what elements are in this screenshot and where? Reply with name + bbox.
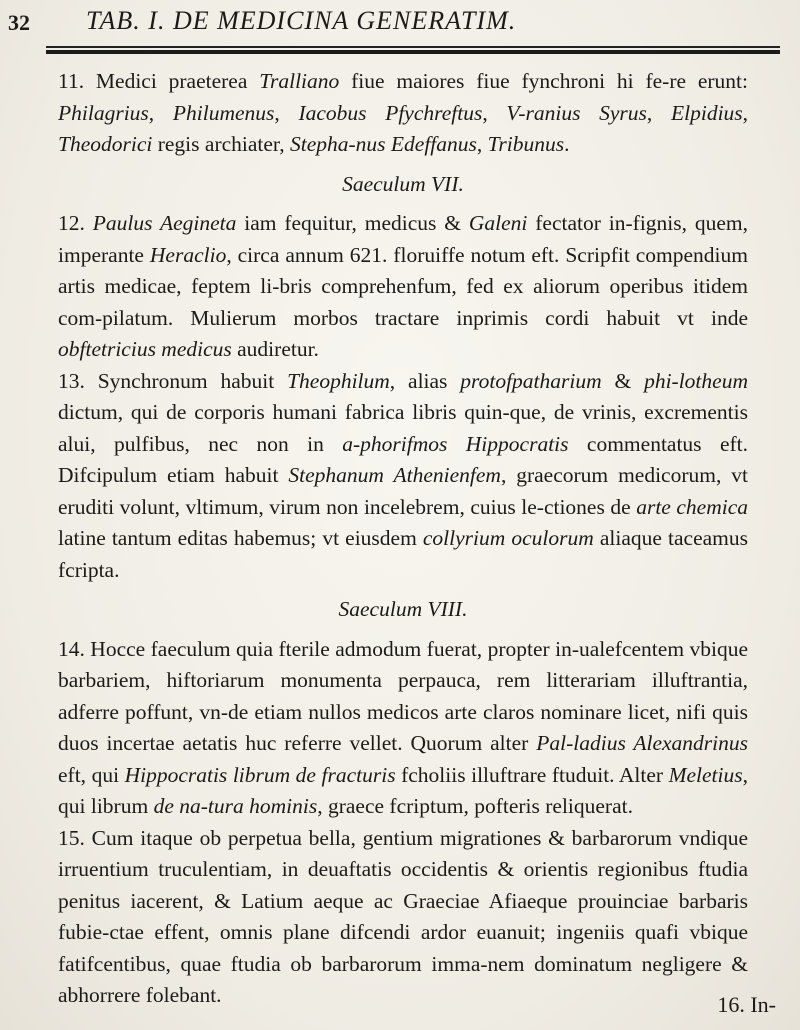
text-run: 12. [58, 211, 93, 235]
paragraph [58, 634, 748, 823]
catchword: 16. In- [717, 992, 776, 1017]
text-run: 14. Hocce faeculum quia fterile admodum fuerat, propter in-ualefcentem vbique barbariem, hiftoriarum monumenta perpauca, rem litterariam illuftrantia, adferre poffunt, vn-de etiam nullos medicos arte claros nominare licet, nifi quis duos incertae aetatis huc referre vellet. Quorum alter [58, 636, 748, 755]
text-run: regis archiater, [152, 132, 290, 156]
text-run: , [742, 100, 749, 125]
text-run: 11. Medici praeterea [58, 69, 260, 93]
italic-text: Galeni [468, 211, 528, 235]
text-run: fectator in-fignis, quem, imperante [58, 211, 749, 267]
text-run: , [476, 132, 488, 156]
text-run: & [601, 368, 645, 393]
text-run: 15. Cum itaque ob perpetua bella, gentium migrationes & barbarorum vndique irruentium truculentiam, in deuaftatis occidentis & orientis regionibus ftudia penitus iacerent, & Latium aeque ac Graeciae Afiaeque prouinciae barbaris fubie-ctae effent, omnis plane difcendi ardor euanuit; ingeniis quafi vbique fatifcentibus, quae ftudia ob barbarorum imma-nem dominatum negligere & abhorrere folebant. [58, 825, 748, 1007]
paragraph [58, 208, 748, 366]
text-run: , [274, 100, 299, 125]
italic-text: Philumenus [172, 100, 275, 125]
italic-text: Elpidius [670, 100, 743, 125]
italic-text: Paulus Aegineta [92, 211, 237, 235]
text-run: , [482, 100, 507, 125]
text-run: , alias [389, 368, 461, 393]
italic-text: Iacobus Pfychreftus [298, 100, 483, 125]
italic-text: phi-lotheum [644, 368, 748, 393]
paragraph [58, 823, 748, 1012]
italic-text: Pal-ladius Alexandrinus [536, 731, 748, 755]
section-title: Saeculum VII. [342, 171, 464, 196]
italic-text: Heraclio [149, 242, 227, 267]
text-run: , qui librum [58, 762, 749, 818]
text-run: , circa annum 621. floruiffe notum eft. Scripfit compendium artis medicae, feptem li-bris comprehenfum, fed ex aliorum operibus itidem com-pilatum. Mulierum morbos tractare inprimis cordi habuit vt inde [58, 242, 748, 330]
header-rule-thick [46, 50, 780, 54]
italic-text: Stepha-nus Edeffanus [289, 132, 477, 156]
text-run: , graecorum medicorum, vt eruditi volunt, vltimum, virum non incelebrem, cuius le-ctiones de [58, 463, 749, 519]
text-run: aliaque taceamus fcripta. [58, 526, 749, 582]
text-run: commentatus eft. Difcipulum etiam habuit [58, 431, 748, 487]
italic-text: Theophilum [287, 368, 390, 393]
italic-text: collyrium oculorum [422, 526, 594, 550]
paragraph [58, 66, 748, 161]
text-run: audiretur. [231, 337, 319, 361]
text-run: , [148, 100, 173, 125]
running-head: TAB. I. DE MEDICINA GENERATIM. [86, 6, 517, 35]
text-run: dictum, qui de corporis humani fabrica libris quin-que, de vrinis, excrementis alui, pulfibus, nec non in [58, 400, 748, 456]
italic-text: Hippocratis librum de fracturis [124, 762, 396, 787]
text-run: fcholiis illuftrare ftuduit. Alter [395, 762, 669, 787]
page-number: 32 [8, 10, 30, 35]
italic-text: Stephanum Athenienfem [288, 463, 501, 487]
page-header [6, 2, 780, 50]
italic-text: Philagrius [58, 100, 149, 125]
italic-text: Meletius [668, 762, 743, 787]
italic-text: Tribunus [487, 132, 565, 156]
text-run: . [564, 132, 570, 156]
italic-text: Theodorici [58, 132, 153, 156]
text-run: fiue maiores fiue fynchroni hi fe-re erunt: [339, 69, 749, 93]
italic-text: a-phorifmos Hippocratis [342, 431, 569, 456]
italic-text: protofpatharium [460, 368, 602, 393]
paragraph [58, 366, 748, 587]
text-run: eft, qui [58, 762, 125, 787]
text-run: , [646, 100, 671, 125]
italic-text: de na-tura hominis [153, 794, 318, 818]
text-run: 13. Synchronum habuit [58, 368, 288, 393]
text-run: , graece fcriptum, pofteris reliquerat. [317, 794, 633, 818]
text-run: iam fequitur, medicus & [236, 211, 469, 235]
section-title: Saeculum VIII. [338, 597, 468, 621]
header-rule-thin [46, 46, 780, 48]
italic-text: V-ranius Syrus [506, 100, 647, 125]
text-run: latine tantum editas habemus; vt eiusdem [58, 526, 423, 550]
italic-text: arte chemica [636, 494, 748, 519]
text-body [58, 66, 748, 1012]
italic-text: Tralliano [259, 69, 340, 93]
italic-text: obftetricius medicus [58, 337, 232, 361]
